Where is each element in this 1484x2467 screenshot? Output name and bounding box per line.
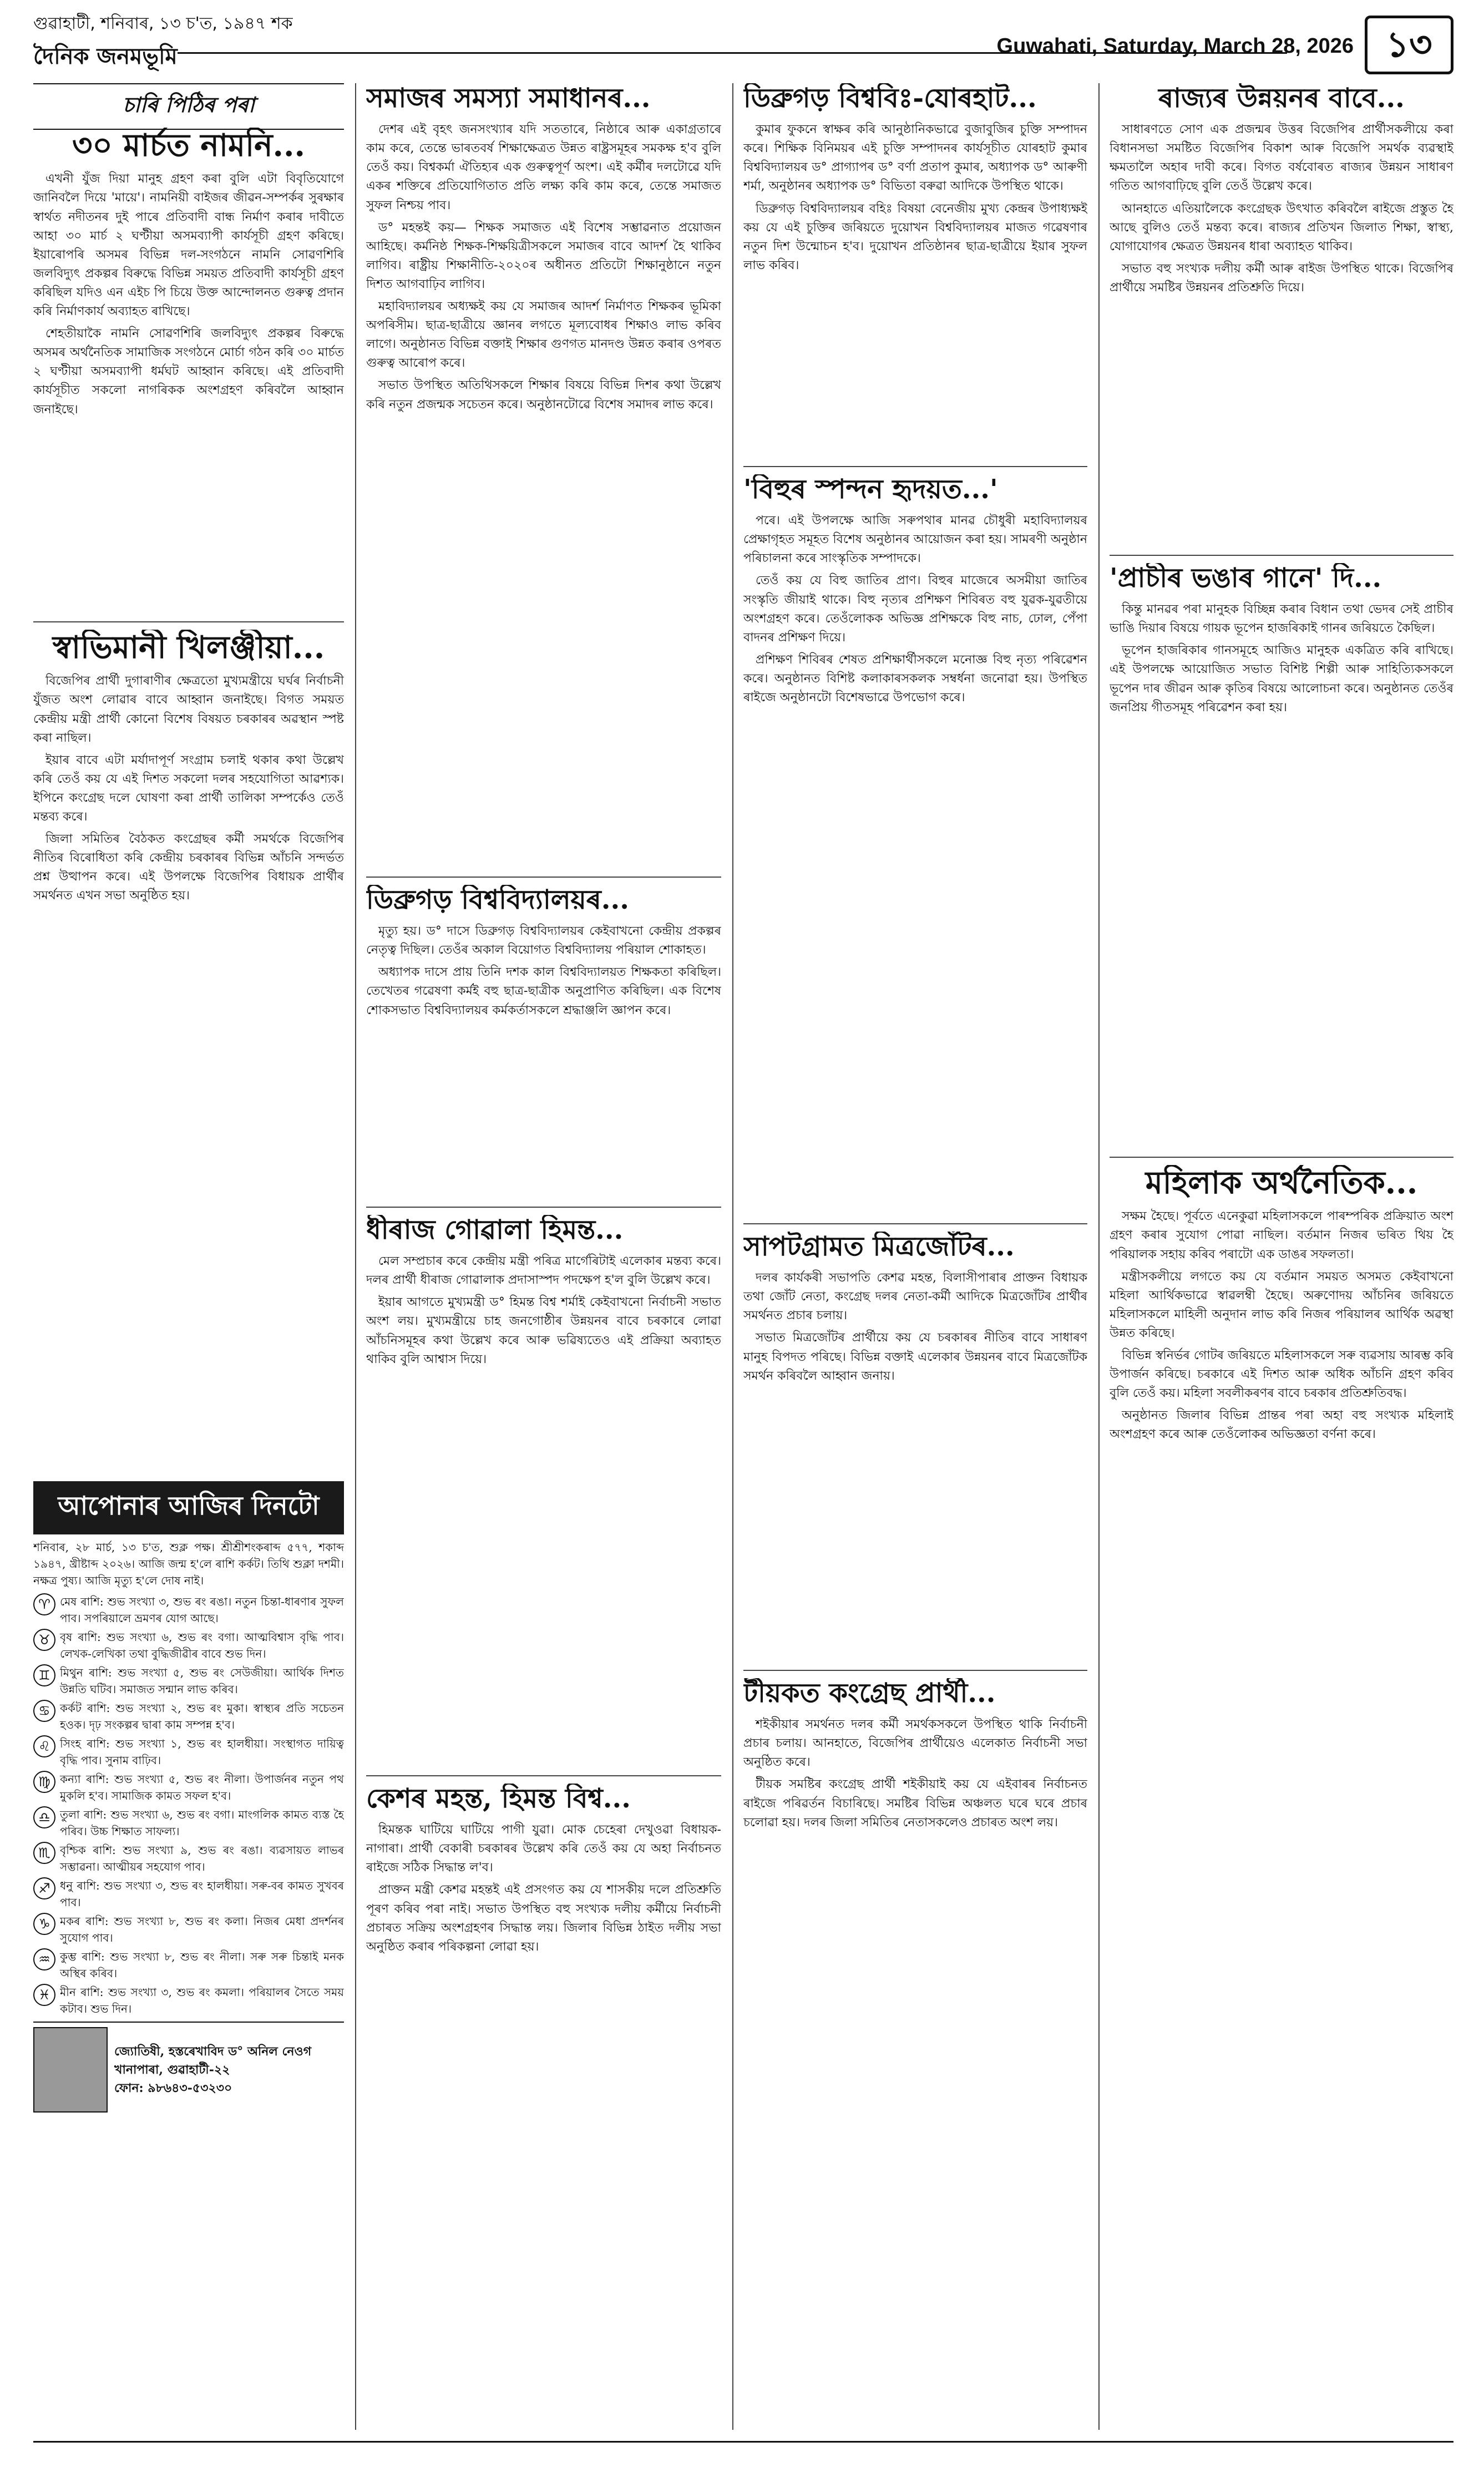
paragraph: জিলা সমিতিৰ বৈঠকত কংগ্ৰেছৰ কৰ্মী সমৰ্থকে বিজেপিৰ নীতিৰ বিৰোধিতা কৰি কেন্দ্ৰীয় চৰকাৰৰ বিভিন্ন আঁচনি সন্দৰ্ভত প্ৰশ্ন উত্থাপন কৰে। এই উপলক্ষে বিজেপিৰ বিধায়ক প্ৰাৰ্থীৰ সমৰ্থনত এখন সভা অনুষ্ঠিত হয়।: [33, 832, 344, 903]
zodiac-icon: ♌: [33, 1735, 55, 1757]
headline: স্বাভিমানী খিলঞ্জীয়া...: [52, 630, 325, 666]
zodiac-icon: ♋: [33, 1700, 55, 1722]
astrologer-place: খানাপাৰা, গুৱাহাটী-২২: [114, 2062, 230, 2077]
zodiac-icon: ♒: [33, 1948, 55, 1970]
horoscope-text: মীন ৰাশি: শুভ সংখ্যা ৩, শুভ ৰং কমলা। পৰিয়ালৰ সৈতে সময় কটাব। শুভ দিন।: [60, 1985, 344, 2015]
zodiac-icon: ♎: [33, 1806, 55, 1828]
header-dateline: গুৱাহাটী, শনিবাৰ, ১৩ চ'ত, ১৯৪৭ শক: [33, 14, 293, 33]
paragraph: প্ৰাক্তন মন্ত্ৰী কেশৱ মহন্তই এই প্ৰসংগত কয় যে শাসকীয় দলে প্ৰতিশ্ৰুতি পূৰণ কৰিব পৰা নাই। সভাত উপস্থিত বহু সংখ্যক দলীয় কৰ্মীয়ে নিৰ্বাচনী প্ৰচাৰত সক্ৰিয় অংশগ্ৰহণৰ সিদ্ধান্ত লয়। জিলাৰ বিভিন্ন ঠাইত দলীয় সভা অনুষ্ঠিত কৰাৰ পৰিকল্পনা লোৱা হয়।: [366, 1883, 721, 1954]
horoscope-item: [33, 1806, 344, 1840]
horoscope-item: [33, 1771, 344, 1804]
horoscope-item: [33, 1735, 344, 1769]
paragraph: কুমাৰ ফুকনে স্বাক্ষৰ কৰি আনুষ্ঠানিকভাৱে বুজাবুজিৰ চুক্তি সম্পাদন কৰে। শিক্ষিক বিনিময়ৰ এই চুক্তি সম্পাদনৰ কাৰ্যসূচীত যোৰহাট কুমাৰ বিশ্ববিদ্যালয়ৰ ড° প্ৰাগ্যাপৰ ড° বৰ্ণা প্ৰতাপ কুমাৰ, অধ্যাপক ড° আৰুণী শৰ্মা, অনুষ্ঠানৰ অধ্যাপক ড° বিভিতা বৰুৱা আদিকে উপস্থিত থাকে।: [743, 123, 1087, 194]
article-teok: [743, 1678, 1087, 2427]
paragraph: শইকীয়াৰ সমৰ্থনত দলৰ কৰ্মী সমৰ্থকসকলে উপস্থিত থাকি নিৰ্বাচনী প্ৰচাৰ চলায়। আনহাতে, বিজেপিৰ প্ৰাৰ্থীয়েও এলেকাত নিৰ্বাচনী সভা অনুষ্ঠিত কৰে।: [743, 1718, 1087, 1770]
zodiac-icon: ♐: [33, 1877, 55, 1899]
paragraph: কিন্তু মানৱৰ পৰা মানুহক বিচ্ছিন্ন কৰাৰ বিধান তথা ভেদৰ সেই প্ৰাচীৰ ভাঙি দিয়াৰ বিষয়ে গায়ক ভূপেন হাজৰিকাই গানৰ জৰিয়তে কৈছিল।: [1110, 602, 1453, 636]
paragraph: মন্ত্ৰীসকলীয়ে লগতে কয় যে বৰ্তমান সময়ত অসমত কেইবাখনো মহিলা আৰ্থিকভাৱে স্বাৱলম্বী হৈছে। অৰুণোদয় আঁচনিৰ জৰিয়তে মহিলাসকলে মাহিলী অনুদান লাভ কৰি নিজৰ পৰিয়ালৰ আৰ্থিক অৱস্থা উন্নত কৰিছে।: [1110, 1269, 1453, 1340]
headline: 'প্ৰাচীৰ ভঙাৰ গানে' দি...: [1110, 563, 1382, 594]
article-body: [366, 120, 721, 414]
paragraph: মেল সম্প্ৰচাৰ কৰে কেন্দ্ৰীয় মন্ত্ৰী পৰিত্ৰ মাৰ্গেৰিটাই এলেকাৰ মন্তব্য কৰে। দলৰ প্ৰাৰ্থী ধীৰাজ গোৱালাক প্ৰদাসাস্পদ পদক্ষেপ হ'ল বুলি উল্লেখ কৰে।: [366, 1254, 721, 1288]
article-namni: [33, 128, 344, 616]
paragraph: ইয়াৰ বাবে এটা মৰ্যাদাপূৰ্ণ সংগ্ৰাম চলাই থকাৰ কথা উল্লেখ কৰি তেওঁ কয় যে এই দিশত সকলো দলৰ সহযোগিতা আৱশ্যক। ইপিনে কংগ্ৰেছ দলে ঘোষণা কৰা প্ৰাৰ্থী তালিকা সম্পৰ্কেও তেওঁ মন্তব্য কৰে।: [33, 753, 344, 824]
divider: [1110, 1157, 1453, 1158]
article-body: [1110, 600, 1453, 717]
paragraph: সভাত মিত্ৰজোঁটৰ প্ৰাৰ্থীয়ে কয় যে চৰকাৰৰ নীতিৰ বাবে সাধাৰণ মানুহ বিপদত পৰিছে। বিভিন্ন বক্তাই এলেকাৰ উন্নয়নৰ বাবে মিত্ৰজোঁটক সমৰ্থন কৰিবলৈ আহ্বান জনায়।: [743, 1331, 1087, 1383]
paragraph: দেশৰ এই বৃহৎ জনসংখ্যাৰ যদি সততাৰে, নিষ্ঠাৰে আৰু একাগ্ৰতাৰে কাম কৰে, তেন্তে ভাৰতবৰ্ষ শিক্ষাক্ষেত্ৰত উন্নত ৰাষ্ট্ৰসমূহৰ সমকক্ষ হ'ব বুলি তেওঁ কয়। বিশ্বকৰ্মা ঐতিহ্যৰ এক গুৰুত্বপূৰ্ণ অংশ। এই কৰ্মীৰ দলটোৱে যদি একৰ শক্তিৰে প্ৰতিযোগিতাত প্ৰতি লক্ষ্য কৰি কাম কৰে, তেন্তে সমাজত সুফল নিশ্চয় পাব।: [366, 123, 721, 212]
paragraph: সাধাৰণতে সোণ এক প্ৰজন্মৰ উত্তৰ বিজেপিৰ প্ৰাৰ্থীসকলীয়ে কৰা বিধানসভা সমষ্টিত বিজেপিৰ বিকাশ আৰু বিজেপি সমৰ্থক ব্যৱস্থাই ক্ষমতালৈ অহাৰ দাবী কৰে। বিগত বৰ্ষবোৰত ৰাজ্যৰ উন্নয়ন সাধাৰণ গতিত আগবাঢ়িছে বুলি তেওঁ উল্লেখ কৰে।: [1110, 123, 1453, 194]
article-sapatgram: [743, 1232, 1087, 1664]
paragraph: মৃত্যু হয়। ড° দাসে ডিব্ৰুগড় বিশ্ববিদ্যালয়ৰ কেইবাখনো কেন্দ্ৰীয় প্ৰকল্পৰ নেতৃত্ব দিছিল। তেওঁৰ অকাল বিয়োগত বিশ্ববিদ্যালয় পৰিয়াল শোকাহত।: [366, 924, 721, 958]
divider: [366, 1207, 721, 1208]
horoscope-text: কন্যা ৰাশি: শুভ সংখ্যা ৫, শুভ ৰং নীলা। উপাৰ্জনৰ নতুন পথ মুকলি হ'ব। সামাজিক কামত সফল হ'ব।: [60, 1772, 344, 1802]
horoscope-item: [33, 1948, 344, 1982]
article-dibrugarh-univ: [366, 885, 721, 1201]
horoscope-text: মেষ ৰাশি: শুভ সংখ্যা ৩, শুভ ৰং ৰঙা। নতুন চিন্তা-ধাৰণাৰ সুফল পাব। সপৰিয়ালে ভ্ৰমণৰ যোগ আছে।: [60, 1595, 344, 1625]
divider: [743, 466, 1087, 467]
astrologer-photo: [33, 2027, 108, 2113]
zodiac-icon: ♈: [33, 1593, 55, 1615]
paragraph: প্ৰশিক্ষণ শিবিৰৰ শেষত প্ৰশিক্ষাৰ্থীসকলে মনোজ্ঞ বিহু নৃত্য পৰিৱেশন কৰে। অনুষ্ঠানত বিশিষ্ট কলাকাৰসকলক সম্বৰ্ধনা জনোৱা হয়। উপস্থিত ৰাইজে অনুষ্ঠানটো বিশেষভাৱে উপভোগ কৰে।: [743, 652, 1087, 705]
horoscope-item: [33, 1877, 344, 1911]
zodiac-icon: ♉: [33, 1629, 55, 1651]
paragraph: ইয়াৰ আগতে মুখ্যমন্ত্ৰী ড° হিমন্ত বিশ্ব শৰ্মাই কেইবাখনো নিৰ্বাচনী সভাত অংশ লয়। মুখ্যমন্ত্ৰীয়ে চাহ জনগোষ্ঠীৰ উন্নয়নৰ বাবে চৰকাৰে লোৱা আঁচনিসমূহৰ কথা উল্লেখ কৰে আৰু ভৱিষ্যতেও এই প্ৰক্ৰিয়া অব্যাহত থাকিব বুলি আশ্বাস দিয়ে।: [366, 1295, 721, 1366]
column-rule: [1098, 83, 1100, 2430]
headline: টীয়কত কংগ্ৰেছ প্ৰাৰ্থী...: [743, 1678, 996, 1709]
article-body: [366, 1252, 721, 1369]
headline: মহিলাক অৰ্থনৈতিক...: [1145, 1165, 1418, 1201]
astrologer-name: জ্যোতিষী, হস্তৰেখাবিদ ড° অনিল নেওগ: [114, 2044, 312, 2059]
paragraph: সক্ষম হৈছে। পূৰ্বতে এনেকুৱা মহিলাসকলে পাৰম্পৰিক প্ৰক্ৰিয়াত অংশ গ্ৰহণ কৰাৰ সুযোগ পোৱা নাছিল। বৰ্তমান নিজৰ ভৰিত থিয় হৈ পৰিয়ালক সহায় কৰিব পৰাটো এক ডাঙৰ সফলতা।: [1110, 1209, 1453, 1262]
article-bihu: [743, 474, 1087, 1218]
article-body: [743, 1269, 1087, 1386]
article-mahila: [1110, 1165, 1453, 2427]
horoscope-text: তুলা ৰাশি: শুভ সংখ্যা ৬, শুভ ৰং বগা। মাংগলিক কামত ব্যস্ত হৈ পৰিব। উচ্চ শিক্ষাত সাফল্য।: [60, 1808, 344, 1838]
horoscope-text: কৰ্কট ৰাশি: শুভ সংখ্যা ২, শুভ ৰং মুকা। স্বাস্থ্যৰ প্ৰতি সচেতন হওক। দৃঢ় সংকল্পৰ দ্বাৰা কাম সম্পন্ন হ'ব।: [60, 1701, 344, 1731]
horoscope-text: বৃষ ৰাশি: শুভ সংখ্যা ৬, শুভ ৰং বগা। আত্মবিশ্বাস বৃদ্ধি পাব। লেখক-লেখিকা তথা বুদ্ধিজীৱীৰ বাবে শুভ দিন।: [60, 1630, 344, 1660]
article-body: [1110, 1207, 1453, 1444]
divider: [743, 1670, 1087, 1671]
horoscope-text: মিথুন ৰাশি: শুভ সংখ্যা ৫, শুভ ৰং সেউজীয়া। আৰ্থিক দিশত উন্নতি ঘটিব। সমাজত সন্মান লাভ কৰিব।: [60, 1666, 344, 1696]
paragraph: ভূপেন হাজৰিকাৰ গানসমূহে আজিও মানুহক একত্ৰিত কৰি ৰাখিছে। এই উপলক্ষে আয়োজিত সভাত বিশিষ্ট শিল্পী আৰু সাহিত্যিকসকলে ভূপেন দাৰ জীৱন আৰু কৃতিৰ বিষয়ে আলোচনা কৰে। অনুষ্ঠানত তেওঁৰ জনপ্ৰিয় গীতসমূহ পৰিৱেশন কৰা হয়।: [1110, 644, 1453, 715]
article-body: [33, 170, 344, 419]
horoscope-text: ধনু ৰাশি: শুভ সংখ্যা ৩, শুভ ৰং হালধীয়া। সৰু-বৰ কামত সুখবৰ পাব।: [60, 1879, 344, 1909]
astrologer-footer: [33, 2022, 344, 2113]
article-prachir: [1110, 563, 1453, 1151]
horoscope-item: [33, 1842, 344, 1875]
paragraph: টীয়ক সমষ্টিৰ কংগ্ৰেছ প্ৰাৰ্থী শইকীয়াই কয় যে এইবাৰৰ নিৰ্বাচনত ৰাইজে পৰিৱৰ্তন বিচাৰিছে। সমষ্টিৰ বিভিন্ন অঞ্চলত ঘৰে ঘৰে প্ৰচাৰ চলোৱা হয়। দলৰ জিলা সমিতিৰ নেতাসকলেও প্ৰচাৰত অংশ লয়।: [743, 1777, 1087, 1830]
paragraph: ডিব্ৰুগড় বিশ্ববিদ্যালয়ৰ বহিঃ বিষয়া বেনেজীয় মুখ্য কেন্দ্ৰৰ উপাধ্যক্ষই কয় যে এই চুক্তিৰ জৰিয়তে দুয়োখন বিশ্ববিদ্যালয়ৰ মাজত গৱেষণাৰ নতুন দিশ উন্মোচন হ'ব। দুয়োখন প্ৰতিষ্ঠানৰ ছাত্ৰ-ছাত্ৰীয়ে ইয়াৰ সুফল লাভ কৰিব।: [743, 201, 1087, 272]
headline: ধীৰাজ গোৱালা হিমন্ত...: [366, 1215, 624, 1245]
zodiac-icon: ♏: [33, 1842, 55, 1864]
horoscope-list: [33, 1593, 344, 2017]
horoscope-item: [33, 1913, 344, 1946]
paragraph: মহাবিদ্যালয়ৰ অধ্যক্ষই কয় যে সমাজৰ আদৰ্শ নিৰ্মাণত শিক্ষকৰ ভূমিকা অপৰিসীম। ছাত্ৰ-ছাত্ৰীয়ে জ্ঞানৰ লগতে মূল্যবোধৰ শিক্ষাও লাভ কৰিব লাগে। অনুষ্ঠানত বিভিন্ন বক্তাই শিক্ষাৰ গুণগত মানদণ্ড উন্নত কৰাৰ ওপৰত গুৰুত্ব আৰোপ কৰে।: [366, 300, 721, 371]
article-body: [743, 511, 1087, 707]
horoscope-text: সিংহ ৰাশি: শুভ সংখ্যা ১, শুভ ৰং হালধীয়া। সংস্থাগত দায়িত্ব বৃদ্ধি পাব। সুনাম বাঢ়িব।: [60, 1737, 344, 1767]
horoscope-intro: শনিবাৰ, ২৮ মাৰ্চ, ১৩ চ'ত, শুক্ল পক্ষ। শ্ৰীশ্ৰীশংকৰাব্দ ৫৭৭, শকাব্দ ১৯৪৭, খ্ৰীষ্টাব্দ ২০২৬। আজি জন্ম হ'লে ৰাশি কৰ্কট। তিথি শুক্লা দশমী। নক্ষত্ৰ পুষ্য। আজি মৃত্যু হ'লে দোষ নাই।: [33, 1541, 344, 1587]
horoscope-text: বৃশ্চিক ৰাশি: শুভ সংখ্যা ৯, শুভ ৰং ৰঙা। ব্যৱসায়ত লাভৰ সম্ভাৱনা। আত্মীয়ৰ সহযোগ পাব।: [60, 1843, 344, 1873]
divider: [1110, 555, 1453, 556]
article-body: [743, 1715, 1087, 1832]
paragraph: বিভিন্ন স্বনিৰ্ভৰ গোটৰ জৰিয়তে মহিলাসকলে সৰু ব্যৱসায় আৰম্ভ কৰি উপাৰ্জন কৰিছে। চৰকাৰে এই দিশত আৰু অধিক আঁচনি গ্ৰহণ কৰিব বুলি তেওঁ কয়। মহিলা সবলীকৰণৰ বাবে চৰকাৰ প্ৰতিশ্ৰুতিবদ্ধ।: [1110, 1349, 1453, 1401]
article-body: [1110, 120, 1453, 297]
page-header: [33, 10, 1453, 77]
zodiac-icon: ♓: [33, 1984, 55, 2006]
headline: ৩০ মাৰ্চত নামনি...: [72, 128, 306, 164]
zodiac-icon: ♍: [33, 1771, 55, 1793]
article-body: [366, 1821, 721, 1957]
column-1: [33, 83, 344, 2095]
horoscope-text: কুম্ভ ৰাশি: শুভ সংখ্যা ৮, শুভ ৰং নীলা। সৰু সৰু চিন্তাই মনক অস্থিৰ কৰিব।: [60, 1950, 344, 1980]
paragraph: তেওঁ কয় যে বিহু জাতিৰ প্ৰাণ। বিহুৰ মাজেৰে অসমীয়া জাতিৰ সংস্কৃতি জীয়াই থাকে। বিহু নৃত্যৰ প্ৰশিক্ষণ শিবিৰত বহু যুৱক-যুৱতীয়ে অংশগ্ৰহণ কৰে। তেওঁলোকক অভিজ্ঞ প্ৰশিক্ষকে বিহু নাচ, ঢোল, পেঁপা বাদনৰ প্ৰশিক্ষণ দিয়ে।: [743, 574, 1087, 645]
headline: কেশৰ মহন্ত, হিমন্ত বিশ্ব...: [366, 1784, 631, 1814]
paragraph: এখনী যুঁজ দিয়া মানুহ গ্ৰহণ কৰা বুলি এটা বিবৃতিযোগে জানিবলৈ দিয়ে 'মায়ে'। নামনিয়ী বাইজৰ জীৱন-সম্পৰ্কৰ সুৰক্ষাৰ স্বাৰ্থত নদীতনৰ দুই পাৰে প্ৰতিবাদী বান্ধ নিৰ্মাণ কৰাৰ দাবীতে আহা ৩০ মাৰ্চ ২ ঘণ্টীয়া অসমব্যাপী কাৰ্যসূচী গ্ৰহণ কৰিছে। ইয়াৰোপৰি অসমৰ বিভিন্ন দল-সংগঠনে নামনি সোৱণশিৰি জলবিদ্যুৎ প্ৰকল্পৰ বিৰুদ্ধে বিভিন্ন সময়ত প্ৰতিবাদী কাৰ্যসূচী গ্ৰহণ কৰিছিল যদিও এন এইচ পি চিয়ে উক্ত আন্দোলনত গুৰুত্ব প্ৰদান কৰি নিৰ্মাণকাৰ্য অব্যাহত ৰাখিছে।: [33, 172, 344, 319]
section-banner: চাৰি পিঠিৰ পৰা: [33, 83, 344, 130]
horoscope-text: মকৰ ৰাশি: শুভ সংখ্যা ৮, শুভ ৰং কলা। নিজৰ মেধা প্ৰদৰ্শনৰ সুযোগ পাব।: [60, 1914, 344, 1944]
horoscope-title: আপোনাৰ আজিৰ দিনটো: [33, 1481, 344, 1534]
divider: [366, 1775, 721, 1776]
paragraph: শেহতীয়াকৈ নামনি সোৱণশিৰি জলবিদ্যুৎ প্ৰকল্পৰ বিৰুদ্ধে অসমৰ অৰ্থনৈতিক সামাজিক সংগঠনে মোৰ্চা গঠন কৰি ৩০ মাৰ্চত ২ ঘণ্টীয়া অসমব্যাপী ধৰ্মঘট আহ্বান কৰিছে। এই প্ৰতিবাদী কাৰ্যসূচীত সকলো নাগৰিকক অংশগ্ৰহণ কৰিবলৈ আহ্বান জনাইছে।: [33, 327, 344, 417]
headline: ৰাজ্যৰ উন্নয়নৰ বাবে...: [1158, 83, 1405, 114]
newspaper-brand: দৈনিক জনমভূমি: [33, 44, 178, 69]
article-keshab: [366, 1784, 721, 2427]
paragraph: বিজেপিৰ প্ৰাৰ্থী দুগাৰাণীৰ ক্ষেত্ৰতো মুখ্যমন্ত্ৰীয়ে ঘৰ্ঘৰ নিৰ্বাচনী যুঁজত অংশ লোৱাৰ বাবে আহ্বান জনাইছে। বিগত সময়ত কেন্দ্ৰীয় মন্ত্ৰী প্ৰাৰ্থী কোনো বিশেষ বিষয়ত চৰকাৰৰ অৱস্থান স্পষ্ট কৰা নাছিল।: [33, 674, 344, 745]
horoscope-box: [33, 1481, 344, 2435]
divider: [366, 877, 721, 878]
page-number: ১৩: [1365, 16, 1453, 74]
headline: ডিব্ৰুগড় বিশ্ববিঃ-যোৰহাট...: [743, 83, 1037, 114]
article-body: [366, 922, 721, 1020]
article-body: [743, 120, 1087, 275]
divider: [33, 621, 344, 622]
horoscope-item: [33, 1664, 344, 1698]
article-dhiraj: [366, 1215, 721, 1770]
horoscope-item: [33, 1984, 344, 2017]
headline: 'বিহুৰ স্পন্দন হৃদয়ত...': [743, 474, 998, 505]
header-english-date: Guwahati, Saturday, March 28, 2026: [996, 34, 1354, 58]
headline: সাপটগ্ৰামত মিত্ৰজোঁটৰ...: [743, 1232, 1015, 1262]
article-rajyar-unnayan: [1110, 83, 1453, 549]
footer-rule: [33, 2441, 1453, 2443]
horoscope-item: [33, 1629, 344, 1662]
horoscope-item: [33, 1593, 344, 1627]
article-samaj: [366, 83, 721, 871]
divider: [743, 1223, 1087, 1224]
paragraph: অনুষ্ঠানত জিলাৰ বিভিন্ন প্ৰান্তৰ পৰা অহা বহু সংখ্যক মহিলাই অংশগ্ৰহণ কৰে আৰু তেওঁলোকৰ অভিজ্ঞতা বৰ্ণনা কৰে।: [1110, 1409, 1453, 1442]
zodiac-icon: ♑: [33, 1913, 55, 1935]
article-dibrugarh-jorhat: [743, 83, 1087, 460]
headline: ডিব্ৰুগড় বিশ্ববিদ্যালয়ৰ...: [366, 885, 629, 915]
astrologer-phone: ফোন: ৯৮৬৪৩-৫৩২৩০: [114, 2080, 232, 2095]
headline: সমাজৰ সমস্যা সমাধানৰ...: [366, 83, 651, 114]
paragraph: আনহাতে এতিয়ালৈকে কংগ্ৰেছক উৎখাত কৰিবলৈ ৰাইজে প্ৰস্তুত হৈ আছে বুলিও তেওঁ মন্তব্য কৰে। ৰাজ্যৰ প্ৰতিখন জিলাত শিক্ষা, স্বাস্থ্য, যোগাযোগৰ ক্ষেত্ৰত উন্নয়নৰ ধাৰা অব্যাহত থাকিব।: [1110, 201, 1453, 254]
article-body: [33, 672, 344, 905]
paragraph: দলৰ কাৰ্যকৰী সভাপতি কেশৱ মহন্ত, বিলাসীপাৰাৰ প্ৰাক্তন বিধায়ক তথা জোঁট নেতা, কংগ্ৰেছ দলৰ নেতা-কৰ্মী আদিকে মিত্ৰজোঁটৰ প্ৰাৰ্থীৰ সমৰ্থনত প্ৰচাৰ চলায়।: [743, 1271, 1087, 1323]
paragraph: পৰে। এই উপলক্ষে আজি সৰুপথাৰ মানৱ চৌধুৰী মহাবিদ্যালয়ৰ প্ৰেক্ষাগৃহত সমূহত বিশেষ অনুষ্ঠানৰ আয়োজন কৰা হয়। সামৰণী অনুষ্ঠান পৰিচালনা কৰে সাংস্কৃতিক সম্পাদকে।: [743, 514, 1087, 566]
zodiac-icon: ♊: [33, 1664, 55, 1686]
column-rule: [355, 83, 356, 2430]
paragraph: ড° মহন্তই কয়— শিক্ষক সমাজত এই বিশেষ সম্ভাৱনাত প্ৰয়োজন আহিছে। কৰ্মনিষ্ঠ শিক্ষক-শিক্ষয়িত্ৰীসকলে সমাজৰ বাবে আদৰ্শ হৈ থাকিব লাগিব। ৰাষ্ট্ৰীয় শিক্ষানীতি-২০২০ৰ অধীনত প্ৰতিটো শিক্ষানুষ্ঠানে নতুন দিশত আগবাঢ়িব লাগিব।: [366, 220, 721, 291]
column-rule: [732, 83, 733, 2430]
paragraph: সভাত উপস্থিত অতিথিসকলে শিক্ষাৰ বিষয়ে বিভিন্ন দিশৰ কথা উল্লেখ কৰি নতুন প্ৰজন্মক সচেতন কৰে। অনুষ্ঠানটোৱে বিশেষ সমাদৰ লাভ কৰে।: [366, 378, 721, 412]
horoscope-item: [33, 1700, 344, 1733]
paragraph: অধ্যাপক দাসে প্ৰায় তিনি দশক কাল বিশ্ববিদ্যালয়ত শিক্ষকতা কৰিছিল। তেখেতৰ গৱেষণা কৰ্মই বহু ছাত্ৰ-ছাত্ৰীক অনুপ্ৰাণিত কৰিছিল। এক বিশেষ শোকসভাত বিশ্ববিদ্যালয়ৰ কৰ্মকৰ্তাসকলে শ্ৰদ্ধাঞ্জলি জ্ঞাপন কৰে।: [366, 965, 721, 1017]
paragraph: সভাত বহু সংখ্যক দলীয় কৰ্মী আৰু ৰাইজ উপস্থিত থাকে। বিজেপিৰ প্ৰাৰ্থীয়ে সমষ্টিৰ উন্নয়নৰ প্ৰতিশ্ৰুতি দিয়ে।: [1110, 261, 1453, 295]
paragraph: হিমন্তক ঘাটিয়ে ঘাটিয়ে পাগী যুৱা। মোক চেহেৰা দেখুওৱা বিধায়ক-নাগাৰা। প্ৰাৰ্থী বেকাৰী চৰকাৰৰ উল্লেখ কৰি তেওঁ কয় যে অহা নিৰ্বাচনত ৰাইজে সঠিক সিদ্ধান্ত ল'ব।: [366, 1823, 721, 1875]
article-swabhimani: [33, 630, 344, 1473]
